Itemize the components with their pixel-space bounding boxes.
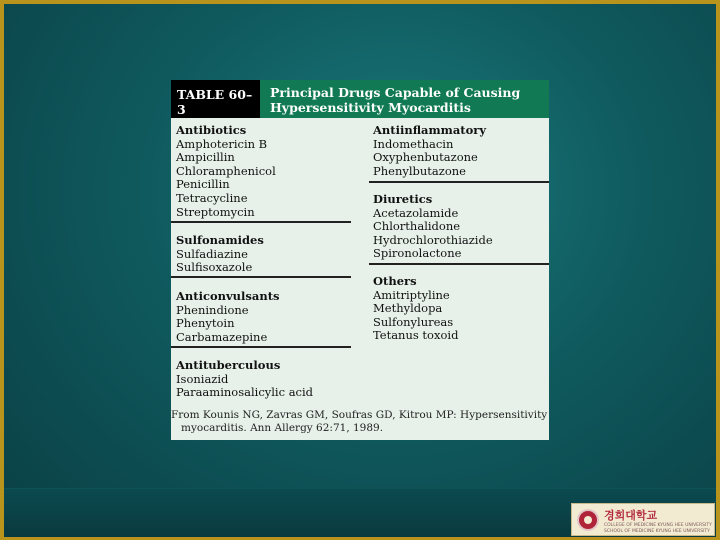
group-antiinflammatory <box>373 124 486 178</box>
drug-item: Tetanus toxoid <box>373 328 459 343</box>
table-title-line1: Principal Drugs Capable of Causing <box>270 85 521 100</box>
group-title: Diuretics <box>373 192 433 206</box>
table-title-line2: Hypersensitivity Myocarditis <box>270 100 471 115</box>
drug-item: Methyldopa <box>373 301 443 316</box>
group-antituberculous <box>176 359 313 400</box>
footnote-line1: From Kounis NG, Zavras GM, Soufras GD, Kitrou MP: Hypersensitivity <box>171 409 548 421</box>
logo-sub2: SCHOOL OF MEDICINE KYUNG HEE UNIVERSITY <box>604 529 710 534</box>
drug-item: Phenylbutazone <box>373 163 466 178</box>
drug-item: Streptomycin <box>176 204 255 219</box>
university-logo <box>571 503 715 536</box>
group-antibiotics <box>176 124 276 219</box>
drug-item: Oxyphenbutazone <box>373 150 478 165</box>
group-title: Anticonvulsants <box>176 289 280 303</box>
university-seal-icon <box>577 509 599 531</box>
drug-item: Sulfisoxazole <box>176 260 253 275</box>
drug-item: Phenytoin <box>176 316 235 331</box>
drug-item: Carbamazepine <box>176 329 268 344</box>
group-diuretics <box>373 193 493 261</box>
drug-item: Isoniazid <box>176 371 229 386</box>
drug-item: Chloramphenicol <box>176 163 276 178</box>
table-footnote <box>171 409 549 435</box>
group-title: Antibiotics <box>176 123 247 137</box>
group-sulfonamides <box>176 234 264 275</box>
logo-sub1: COLLEGE OF MEDICINE KYUNG HEE UNIVERSITY <box>604 523 712 528</box>
drug-table <box>171 80 549 440</box>
drug-item: Sulfonylureas <box>373 314 454 329</box>
drug-item: Amphotericin B <box>176 136 268 151</box>
divider <box>171 221 351 223</box>
group-title: Antiinflammatory <box>373 123 487 137</box>
group-others <box>373 275 458 343</box>
divider <box>171 276 351 278</box>
drug-item: Paraaminosalicylic acid <box>176 385 314 400</box>
drug-item: Penicillin <box>176 177 230 192</box>
divider <box>369 181 549 183</box>
drug-item: Acetazolamide <box>373 205 459 220</box>
footnote-line2: myocarditis. Ann Allergy 62:71, 1989. <box>181 422 384 434</box>
divider <box>369 263 549 265</box>
drug-item: Tetracycline <box>176 190 248 205</box>
group-title: Sulfonamides <box>176 233 264 247</box>
drug-item: Chlorthalidone <box>373 219 461 234</box>
group-anticonvulsants <box>176 290 279 344</box>
drug-item: Indomethacin <box>373 136 454 151</box>
drug-item: Amitriptyline <box>373 287 450 302</box>
logo-name: 경희대학교 <box>604 509 658 522</box>
drug-item: Phenindione <box>176 302 249 317</box>
drug-item: Sulfadiazine <box>176 246 248 261</box>
drug-item: Hydrochlorothiazide <box>373 232 493 247</box>
divider <box>171 346 351 348</box>
group-title: Others <box>373 274 417 288</box>
drug-item: Ampicillin <box>176 150 235 165</box>
table-title <box>260 80 549 118</box>
group-title: Antituberculous <box>176 358 281 372</box>
drug-item: Spironolactone <box>373 246 462 261</box>
table-label: TABLE 60–3 <box>171 80 260 118</box>
